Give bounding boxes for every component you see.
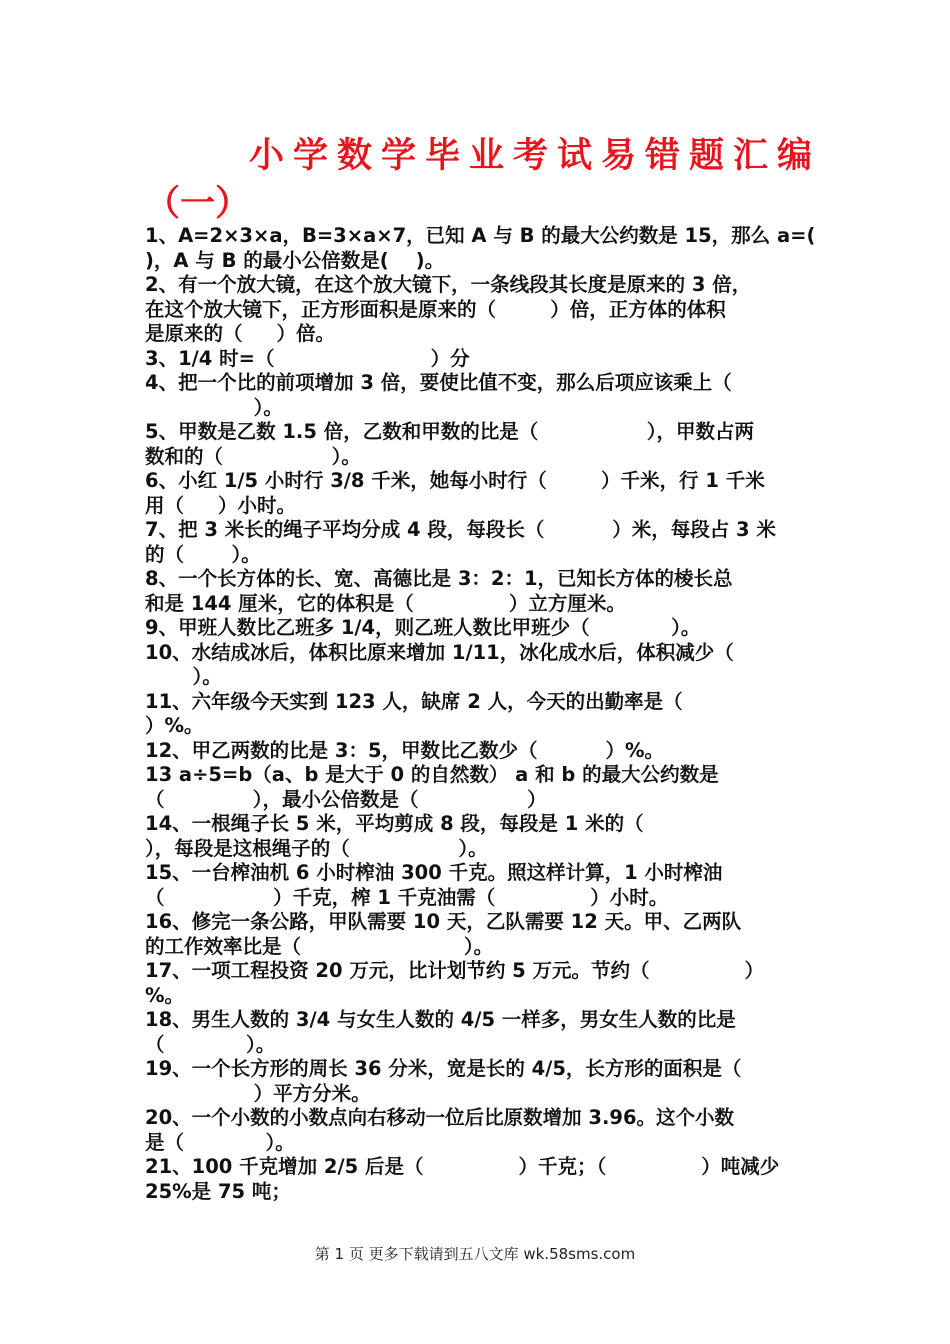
question-18-line-2: （ ）。	[145, 1032, 276, 1056]
question-14-line-1: 14、一根绳子长 5 米，平均剪成 8 段，每段是 1 米的（	[145, 812, 644, 835]
question-14-line-2: ），每段是这根绳子的（ ）。	[145, 836, 488, 860]
question-12-line-1: 12、甲乙两数的比是 3：5，甲数比乙数少（ ）%。	[145, 738, 664, 762]
question-2-line-1: 2、有一个放大镜，在这个放大镜下，一条线段其长度是原来的 3 倍，	[145, 273, 752, 296]
question-18-line-1: 18、男生人数的 3/4 与女生人数的 4/5 一样多，男女生人数的比是	[145, 1008, 736, 1031]
question-15-line-2: （ ）千克，榨 1 千克油需（ ）小时。	[145, 885, 669, 909]
question-9-line-1: 9、甲班人数比乙班多 1/4，则乙班人数比甲班少（ ）。	[145, 616, 701, 639]
question-15-line-1: 15、一台榨油机 6 小时榨油 300 千克。照这样计算，1 小时榨油	[145, 861, 723, 884]
question-5-line-1: 5、甲数是乙数 1.5 倍，乙数和甲数的比是（ ），甲数占两	[145, 420, 755, 443]
document-title-subtitle: （一）	[145, 184, 251, 224]
question-16-line-1: 16、修完一条公路，甲队需要 10 天，乙队需要 12 天。甲、乙两队	[145, 910, 742, 933]
question-4-line-2: ）。	[145, 395, 283, 419]
question-1-line-1: 1、A=2×3×a，B=3×a×7，已知 A 与 B 的最大公约数是 15，那么 a=(	[145, 224, 816, 247]
question-5-line-2: 数和的（ ）。	[145, 444, 361, 468]
question-17-line-2: %。	[145, 983, 185, 1007]
question-19-line-2: ）平方分米。	[145, 1081, 371, 1105]
question-6-line-2: 用（ ）小时。	[145, 493, 296, 517]
question-1-line-2: )，A 与 B 的最小公倍数是( )。	[145, 248, 445, 272]
question-4-line-1: 4、把一个比的前项增加 3 倍，要使比值不变，那么后项应该乘上（	[145, 371, 732, 394]
question-3-line-1: 3、1/4 时=（ ）分	[145, 346, 470, 370]
question-8-line-2: 和是 144 厘米，它的体积是（ ）立方厘米。	[145, 591, 626, 615]
document-title: 小学数学毕业考试易错题汇编	[249, 136, 822, 176]
question-21-line-1: 21、100 千克增加 2/5 后是（ ）千克；（ ）吨减少	[145, 1155, 780, 1178]
question-19-line-1: 19、一个长方形的周长 36 分米，宽是长的 4/5，长方形的面积是（	[145, 1057, 742, 1080]
question-16-line-2: 的工作效率比是（ ）。	[145, 934, 494, 958]
question-8-line-1: 8、一个长方体的长、宽、高德比是 3：2：1，已知长方体的棱长总	[145, 567, 733, 590]
question-11-line-2: ）%。	[145, 714, 204, 737]
question-6-line-1: 6、小红 1/5 小时行 3/8 千米，她每小时行（ ）千米，行 1 千米	[145, 469, 765, 492]
question-list	[145, 224, 816, 1204]
question-13-line-1: 13 a÷5=b（a、b 是大于 0 的自然数） a 和 b 的最大公约数是	[145, 763, 719, 786]
question-10-line-1: 10、水结成冰后，体积比原来增加 1/11，冰化成水后，体积减少（	[145, 640, 734, 664]
question-2-line-3: 是原来的（ ）倍。	[145, 322, 335, 345]
question-7-line-2: 的（ ）。	[145, 542, 261, 566]
question-21-line-2: 25%是 75 吨；	[145, 1179, 291, 1203]
question-11-line-1: 11、六年级今天实到 123 人，缺席 2 人，今天的出勤率是（	[145, 689, 683, 713]
question-17-line-1: 17、一项工程投资 20 万元，比计划节约 5 万元。节约（ ）	[145, 959, 765, 982]
question-7-line-1: 7、把 3 米长的绳子平均分成 4 段，每段长（ ）米，每段占 3 米	[145, 518, 776, 541]
question-2-line-2: 在这个放大镜下，正方形面积是原来的（ ）倍，正方体的体积	[145, 297, 726, 321]
question-13-line-2: （ ），最小公倍数是（ ）	[145, 787, 547, 811]
page-footer: 第 1 页 更多下载请到五八文库 wk.58sms.com	[314, 1245, 636, 1263]
question-10-line-2: ）。	[145, 665, 222, 688]
question-20-line-1: 20、一个小数的小数点向右移动一位后比原数增加 3.96。这个小数	[145, 1106, 735, 1129]
question-20-line-2: 是（ ）。	[145, 1130, 295, 1154]
